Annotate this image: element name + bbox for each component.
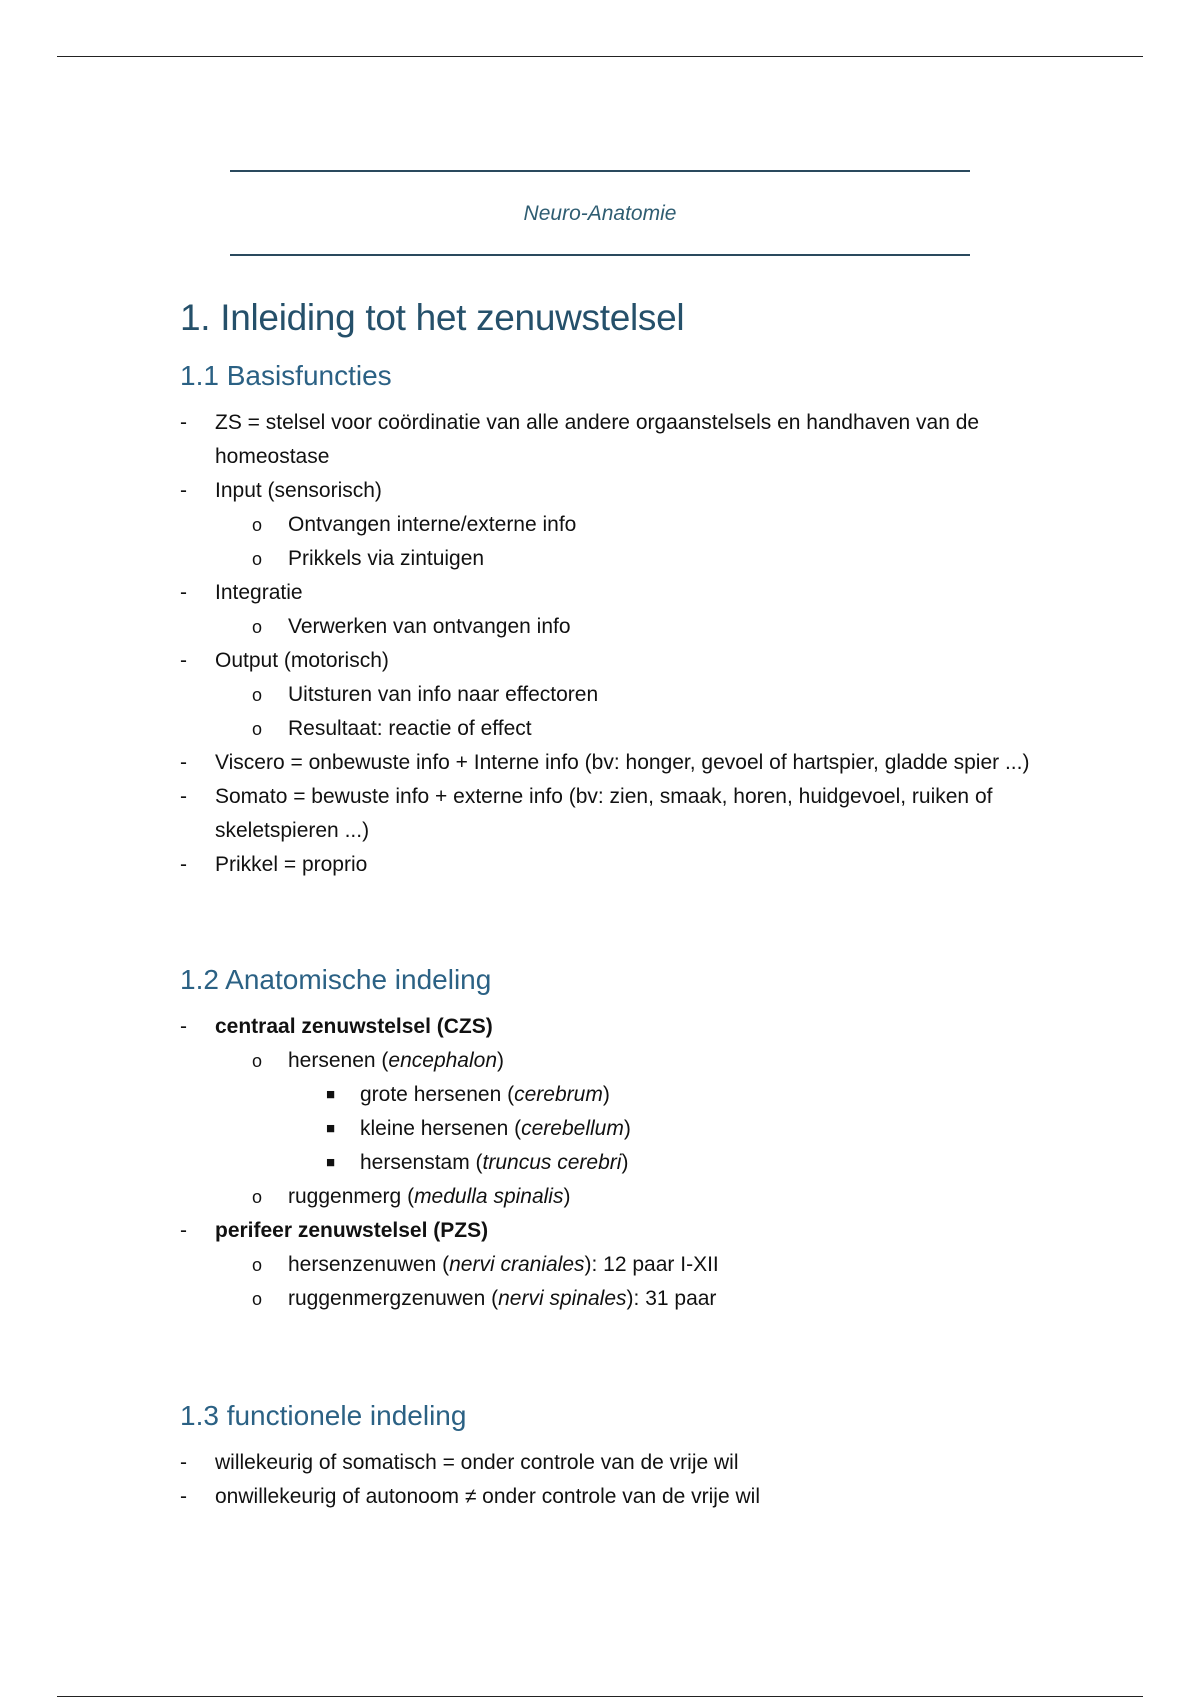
list-item: - onwillekeurig of autonoom ≠ onder controle van de vrije wil — [180, 1485, 760, 1508]
section-title-functionele-indeling: 1.3 functionele indeling — [180, 1400, 467, 1431]
list-item: o ruggenmerg (medulla spinalis) — [252, 1185, 571, 1208]
running-header-title: Neuro-Anatomie — [523, 202, 677, 225]
chapter-title: 1. Inleiding tot het zenuwstelsel — [180, 297, 685, 338]
list-item: o Uitsturen van info naar effectoren — [252, 683, 599, 706]
list-item: - Somato = bewuste info + externe info (bv: zien, smaak, horen, huidgevoel, ruiken of skeletspieren ...) — [180, 785, 993, 842]
list-item: o Ontvangen interne/externe info — [252, 513, 577, 536]
list-item: - ZS = stelsel voor coördinatie van alle andere orgaanstelsels en handhaven van de homeostase — [180, 411, 980, 468]
page-bottom-rule — [57, 1696, 1143, 1697]
document-body — [180, 290, 1080, 1514]
list-item: - Viscero = onbewuste info + Interne info (bv: honger, gevoel of hartspier, gladde spier ...) — [180, 751, 1030, 774]
anatomische-indeling-list — [180, 1010, 1080, 1316]
list-item: o Prikkels via zintuigen — [252, 547, 485, 570]
list-item: ■ hersenstam (truncus cerebri) — [326, 1151, 629, 1174]
header-top-line — [230, 170, 970, 172]
page-top-rule — [57, 56, 1143, 57]
list-item: o ruggenmergzenuwen (nervi spinales): 31 paar — [252, 1287, 717, 1310]
basisfuncties-list — [180, 406, 1080, 882]
list-item: o hersenzenuwen (nervi craniales): 12 paar I-XII — [252, 1253, 719, 1276]
functionele-indeling-list — [180, 1446, 1080, 1514]
list-item: o Resultaat: reactie of effect — [252, 717, 532, 740]
list-item: ■ grote hersenen (cerebrum) — [326, 1083, 610, 1106]
section-title-basisfuncties: 1.1 Basisfuncties — [180, 360, 392, 391]
list-item: ■ kleine hersenen (cerebellum) — [326, 1117, 631, 1140]
header-bottom-line — [230, 254, 970, 256]
section-title-anatomische-indeling: 1.2 Anatomische indeling — [180, 964, 492, 995]
list-item: o hersenen (encephalon) — [252, 1049, 505, 1072]
list-item: - perifeer zenuwstelsel (PZS) — [180, 1219, 489, 1242]
list-item: - Prikkel = proprio — [180, 853, 368, 876]
list-item: - Integratie — [180, 581, 303, 604]
list-item: - willekeurig of somatisch = onder controle van de vrije wil — [180, 1451, 739, 1474]
list-item: - Output (motorisch) — [180, 649, 389, 672]
list-item: o Verwerken van ontvangen info — [252, 615, 571, 638]
list-item: - Input (sensorisch) — [180, 479, 382, 502]
list-item: - centraal zenuwstelsel (CZS) — [180, 1015, 493, 1038]
